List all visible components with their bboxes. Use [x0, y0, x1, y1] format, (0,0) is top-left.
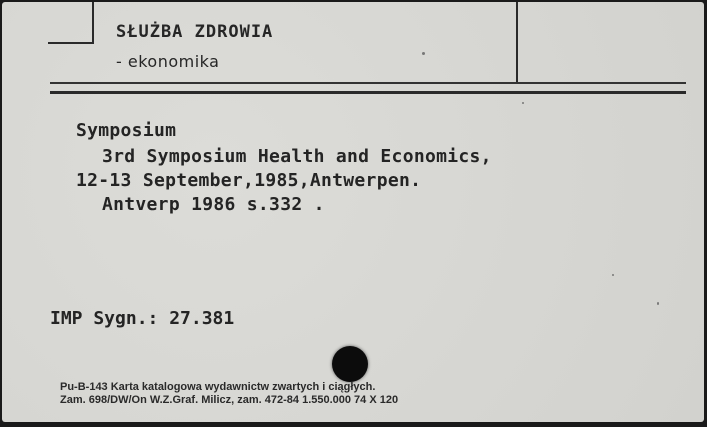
divider-thin — [50, 82, 686, 84]
paper-speck — [522, 102, 524, 104]
divider-thick — [50, 91, 686, 94]
footer-print-line: Zam. 698/DW/On W.Z.Graf. Milicz, zam. 472-84 1.550.000 74 X 120 — [60, 394, 399, 406]
paper-speck — [612, 274, 614, 276]
punch-hole — [332, 346, 368, 382]
entry-title: Symposium — [76, 120, 177, 141]
entry-event-date-place: 12-13 September,1985,Antwerpen. — [76, 170, 422, 191]
footer-form-line: Pu-B-143 Karta katalogowa wydawnictw zwartych i ciągłych. — [60, 381, 376, 393]
paper-speck — [657, 302, 659, 305]
catalog-card — [2, 2, 704, 422]
subject-heading: SŁUŻBA ZDROWIA — [116, 22, 274, 42]
entry-event-name: 3rd Symposium Health and Economics, — [102, 146, 492, 167]
subject-subheading: - ekonomika — [116, 52, 220, 71]
entry-publication: Antverp 1986 s.332 . — [102, 194, 325, 215]
paper-speck — [422, 52, 425, 55]
shelf-signature: IMP Sygn.: 27.381 — [50, 308, 235, 329]
